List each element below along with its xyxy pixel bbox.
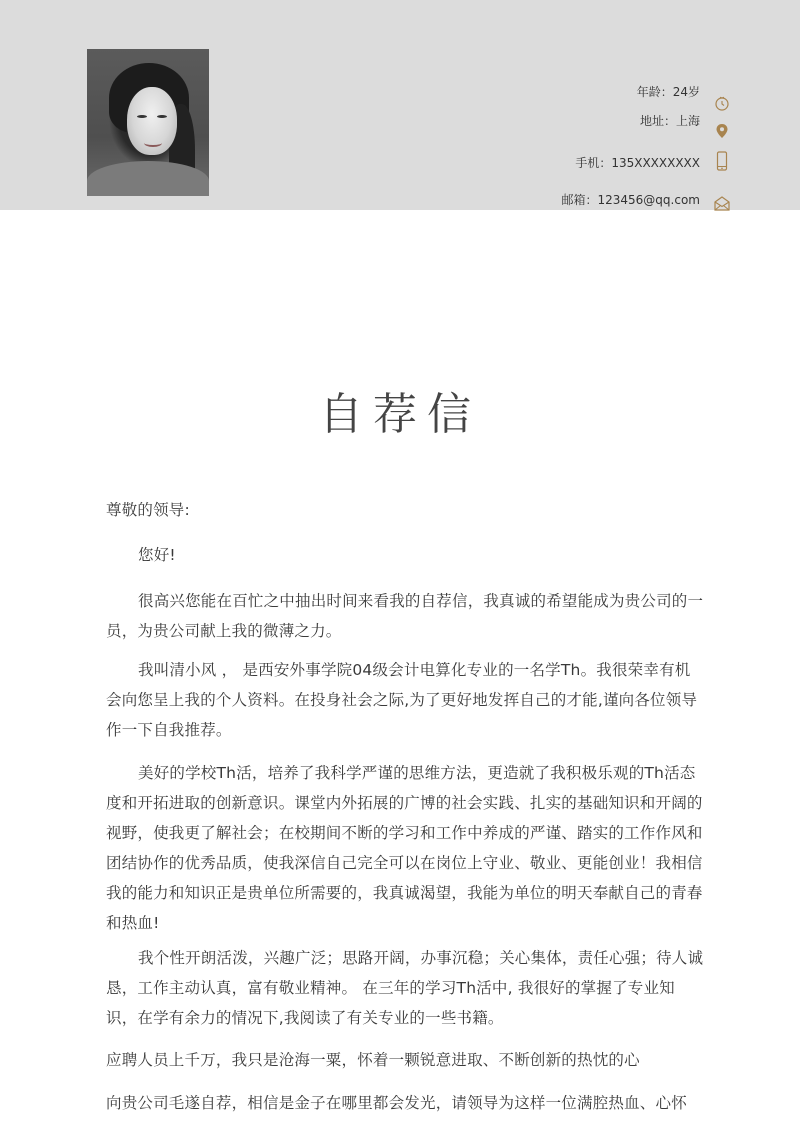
photo-eye-right	[157, 115, 167, 118]
photo-smile	[144, 139, 162, 147]
email-info: 邮箱：123456@qq.com	[561, 193, 700, 207]
envelope-open-icon	[713, 194, 731, 212]
paragraph-4: 我个性开朗活泼，兴趣广泛；思路开阔，办事沉稳；关心集体，责任心强；待人诚恳，工作主动认真，富有敬业精神。 在三年的学习Th活中, 我很好的掌握了专业知识，在学有余力的情况下,我阅读了有关专业的一些书籍。	[106, 949, 704, 1027]
photo-eye-left	[137, 115, 147, 118]
location-pin-icon	[713, 122, 731, 140]
paragraph-3: 美好的学校Th活，培养了我科学严谨的思维方法，更造就了我积极乐观的Th活态度和开拓进取的创新意识。课堂内外拓展的广博的社会实践、扎实的基础知识和开阔的视野，使我更了解社会；在校期间不断的学习和工作中养成的严谨、踏实的工作作风和团结协作的优秀品质，使我深信自己完全可以在岗位上守业、敬业、更能创业！我相信我的能力和知识正是贵单位所需要的，我真诚渴望，我能为单位的明天奉献自己的青春和热血!	[106, 764, 703, 932]
closing-line-2: 向贵公司毛遂自荐，相信是金子在哪里都会发光，请领导为这样一位满腔热血、心怀	[106, 1094, 687, 1112]
age-info: 年龄：24岁	[636, 85, 700, 99]
mobile-phone-icon	[713, 152, 731, 170]
paragraph-2: 我叫清小风 ， 是西安外事学院04级会计电算化专业的一名学Th。我很荣幸有机会向您呈上我的个人资料。在投身社会之际,为了更好地发挥自己的才能,谨向各位领导作一下自我推荐。	[106, 661, 698, 739]
letter-title: 自荐信	[319, 389, 481, 440]
address-info: 地址：上海	[639, 114, 700, 128]
closing-line-1: 应聘人员上千万，我只是沧海一粟，怀着一颗锐意进取、不断创新的热忱的心	[106, 1051, 640, 1069]
photo-shoulder	[87, 161, 209, 196]
phone-info: 手机：135XXXXXXXX	[575, 156, 700, 170]
clock-icon	[713, 94, 731, 112]
profile-photo	[87, 49, 209, 196]
salutation: 尊敬的领导:	[106, 501, 190, 519]
resume-header	[0, 0, 800, 210]
greeting: 您好!	[138, 546, 176, 564]
paragraph-1: 很高兴您能在百忙之中抽出时间来看我的自荐信，我真诚的希望能成为贵公司的一员，为贵公司献上我的微薄之力。	[106, 592, 704, 640]
